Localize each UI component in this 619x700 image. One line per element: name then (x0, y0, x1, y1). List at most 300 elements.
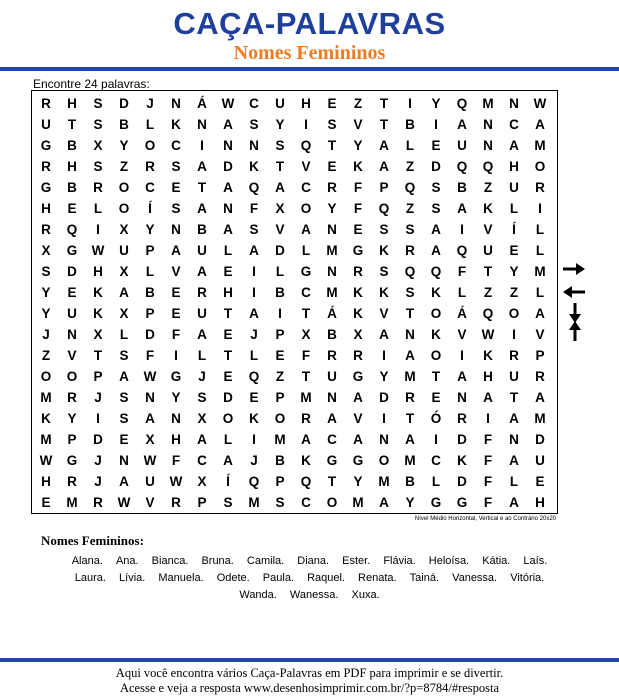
grid-letter: V (457, 327, 467, 342)
grid-letter: M (274, 432, 286, 447)
grid-letter: M (378, 474, 390, 489)
grid-row (31, 219, 558, 240)
grid-letter: P (145, 306, 155, 321)
grid-row (31, 240, 558, 261)
grid-letter: D (457, 432, 467, 447)
grid-letter: B (275, 453, 285, 468)
grid-letter: C (431, 453, 441, 468)
word-list-line-1 (0, 555, 619, 567)
grid-letter: S (275, 138, 285, 153)
grid-letter: C (301, 495, 311, 510)
grid-letter: X (93, 327, 103, 342)
grid-letter: I (460, 348, 464, 363)
word-item: Alana. (71, 555, 103, 567)
grid-letter: N (223, 138, 233, 153)
grid-letter: L (275, 264, 285, 279)
grid-letter: K (171, 117, 181, 132)
grid-letter: H (41, 474, 51, 489)
grid-letter: L (509, 201, 519, 216)
grid-letter: U (509, 369, 519, 384)
grid-letter: E (67, 201, 77, 216)
grid-letter: B (197, 222, 207, 237)
grid-letter: U (509, 180, 519, 195)
word-item: Diana. (297, 555, 330, 567)
grid-letter: A (509, 138, 519, 153)
grid-letter: A (197, 201, 207, 216)
grid-letter: U (327, 369, 337, 384)
grid-letter: C (249, 96, 259, 111)
grid-letter: U (535, 453, 545, 468)
arrow-right-icon (562, 262, 586, 276)
grid-letter: O (144, 138, 156, 153)
grid-letter: R (353, 264, 363, 279)
grid-letter: I (382, 411, 386, 426)
grid-letter: B (275, 285, 285, 300)
grid-letter: S (405, 285, 415, 300)
grid-row (31, 156, 558, 177)
grid-letter: U (197, 243, 207, 258)
grid-letter: S (223, 495, 233, 510)
grid-letter: K (353, 285, 363, 300)
word-item: Vitória. (510, 572, 545, 584)
grid-letter: A (223, 453, 233, 468)
grid-letter: A (457, 201, 467, 216)
grid-letter: T (431, 369, 441, 384)
grid-letter: N (197, 117, 207, 132)
grid-letter: O (534, 159, 546, 174)
grid-letter: S (171, 201, 181, 216)
grid-letter: C (197, 453, 207, 468)
grid-letter: W (533, 96, 547, 111)
grid-letter: K (431, 327, 441, 342)
grid-letter: C (145, 180, 155, 195)
grid-letter: Y (353, 138, 363, 153)
grid-letter: I (252, 432, 256, 447)
grid-letter: T (327, 138, 337, 153)
grid-letter: A (457, 117, 467, 132)
grid-letter: S (431, 201, 441, 216)
grid-letter: M (40, 390, 52, 405)
grid-letter: L (145, 117, 155, 132)
grid-letter: U (119, 243, 129, 258)
grid-letter: I (278, 306, 282, 321)
grid-letter: Y (145, 222, 155, 237)
grid-letter: N (327, 264, 337, 279)
grid-letter: O (430, 348, 442, 363)
grid-letter: A (197, 264, 207, 279)
grid-letter: O (300, 201, 312, 216)
grid-letter: C (301, 180, 311, 195)
grid-letter: T (93, 348, 103, 363)
grid-letter: Ó (430, 411, 442, 426)
grid-letter: N (327, 390, 337, 405)
grid-letter: S (41, 264, 51, 279)
grid-letter: I (434, 432, 438, 447)
grid-letter: Z (483, 285, 493, 300)
grid-letter: B (67, 180, 77, 195)
grid-letter: Á (197, 96, 207, 111)
grid-letter: Y (353, 474, 363, 489)
grid-letter: F (171, 327, 181, 342)
grid-letter: R (93, 180, 103, 195)
grid-letter: U (483, 243, 493, 258)
grid-letter: N (67, 327, 77, 342)
grid-letter: A (535, 306, 545, 321)
grid-letter: A (379, 495, 389, 510)
grid-letter: I (304, 117, 308, 132)
grid-row (31, 303, 558, 324)
grid-letter: L (301, 243, 311, 258)
grid-letter: N (483, 117, 493, 132)
grid-letter: Y (327, 201, 337, 216)
grid-letter: M (248, 495, 260, 510)
grid-letter: U (67, 306, 77, 321)
grid-letter: R (41, 96, 51, 111)
grid-letter: A (249, 243, 259, 258)
grid-letter: A (119, 474, 129, 489)
grid-letter: Í (148, 201, 152, 216)
grid-letter: R (67, 390, 77, 405)
grid-letter: Q (248, 369, 260, 384)
grid-letter: L (535, 243, 545, 258)
top-divider (0, 67, 619, 71)
grid-letter: U (145, 474, 155, 489)
grid-letter: F (483, 474, 493, 489)
grid-letter: H (483, 369, 493, 384)
word-item: Laura. (74, 572, 106, 584)
grid-letter: I (538, 201, 542, 216)
grid-letter: S (379, 222, 389, 237)
grid-letter: E (67, 285, 77, 300)
grid-letter: K (93, 285, 103, 300)
grid-letter: Z (41, 348, 51, 363)
bottom-divider (0, 658, 619, 662)
grid-letter: T (223, 348, 233, 363)
grid-letter: J (250, 453, 258, 468)
grid-letter: L (249, 348, 259, 363)
grid-letter: F (353, 180, 363, 195)
grid-letter: N (171, 411, 181, 426)
grid-letter: R (171, 495, 181, 510)
grid-letter: M (66, 495, 78, 510)
grid-letter: Q (66, 222, 78, 237)
grid-letter: Y (405, 495, 415, 510)
grid-letter: U (275, 96, 285, 111)
grid-letter: P (535, 348, 545, 363)
grid-letter: A (535, 390, 545, 405)
grid-letter: Y (171, 390, 181, 405)
grid-letter: A (431, 243, 441, 258)
word-item: Camila. (246, 555, 285, 567)
grid-letter: W (143, 369, 157, 384)
grid-letter: J (146, 96, 154, 111)
grid-letter: W (143, 453, 157, 468)
arrow-down-icon (569, 303, 581, 323)
grid-letter: R (145, 159, 155, 174)
grid-row (31, 93, 558, 114)
word-item: Bianca. (151, 555, 189, 567)
grid-letter: G (66, 453, 78, 468)
grid-letter: P (275, 327, 285, 342)
grid-letter: R (509, 348, 519, 363)
grid-letter: F (483, 495, 493, 510)
grid-letter: T (483, 264, 493, 279)
grid-letter: M (352, 495, 364, 510)
word-item: Ester. (342, 555, 371, 567)
grid-letter: I (252, 285, 256, 300)
grid-letter: A (379, 327, 389, 342)
grid-letter: A (379, 159, 389, 174)
word-item: Vanessa. (452, 572, 498, 584)
grid-letter: F (353, 201, 363, 216)
grid-letter: L (535, 285, 545, 300)
grid-letter: E (431, 138, 441, 153)
grid-letter: E (171, 285, 181, 300)
grid-letter: Q (248, 474, 260, 489)
grid-letter: I (96, 222, 100, 237)
grid-letter: P (275, 390, 285, 405)
grid-letter: U (197, 306, 207, 321)
grid-letter: S (93, 159, 103, 174)
grid-letter: Y (119, 138, 129, 153)
grid-letter: K (41, 411, 51, 426)
grid-letter: L (93, 201, 103, 216)
grid-row (31, 135, 558, 156)
grid-letter: Q (404, 264, 416, 279)
grid-letter: T (275, 159, 285, 174)
grid-letter: F (301, 348, 311, 363)
grid-letter: M (482, 96, 494, 111)
grid-letter: J (198, 369, 206, 384)
grid-letter: F (483, 432, 493, 447)
grid-letter: T (327, 474, 337, 489)
grid-row (31, 387, 558, 408)
grid-letter: E (353, 222, 363, 237)
word-item: Wanessa. (289, 589, 339, 601)
grid-letter: P (379, 180, 389, 195)
grid-letter: D (223, 159, 233, 174)
grid-letter: O (118, 180, 130, 195)
grid-letter: L (457, 285, 467, 300)
grid-letter: B (119, 117, 129, 132)
grid-letter: K (301, 453, 311, 468)
grid-letter: L (509, 474, 519, 489)
grid-letter: A (171, 243, 181, 258)
grid-letter: N (327, 222, 337, 237)
grid-letter: Q (456, 159, 468, 174)
grid-letter: Y (509, 264, 519, 279)
grid-letter: L (119, 327, 129, 342)
grid-letter: Á (327, 306, 337, 321)
grid-letter: M (534, 411, 546, 426)
grid-letter: S (379, 264, 389, 279)
grid-letter: N (249, 138, 259, 153)
grid-letter: K (249, 159, 259, 174)
word-item: Lívia. (119, 572, 146, 584)
grid-letter: A (509, 411, 519, 426)
grid-letter: X (41, 243, 51, 258)
grid-letter: S (119, 390, 129, 405)
grid-letter: Q (300, 474, 312, 489)
word-item: Ana. (115, 555, 139, 567)
grid-letter: J (250, 327, 258, 342)
grid-letter: I (96, 411, 100, 426)
grid-letter: G (66, 243, 78, 258)
grid-letter: R (93, 495, 103, 510)
grid-letter: G (456, 495, 468, 510)
grid-letter: R (535, 369, 545, 384)
grid-row (31, 324, 558, 345)
arrow-left-icon (562, 285, 586, 299)
grid-letter: R (405, 243, 415, 258)
grid-letter: W (117, 495, 131, 510)
grid-letter: O (222, 411, 234, 426)
grid-letter: A (431, 222, 441, 237)
grid-letter: A (301, 432, 311, 447)
grid-letter: H (171, 432, 181, 447)
grid-letter: L (405, 138, 415, 153)
grid-letter: L (223, 243, 233, 258)
grid-letter: Z (353, 96, 363, 111)
grid-letter: G (352, 453, 364, 468)
grid-letter: X (301, 327, 311, 342)
word-list-title: Nomes Femininos: (41, 533, 144, 548)
grid-letter: R (353, 348, 363, 363)
grid-letter: A (145, 411, 155, 426)
grid-letter: I (382, 348, 386, 363)
grid-letter: I (512, 327, 516, 342)
word-item: Odete. (216, 572, 250, 584)
grid-letter: J (42, 327, 50, 342)
grid-letter: G (40, 180, 52, 195)
grid-letter: K (353, 159, 363, 174)
grid-letter: S (119, 411, 129, 426)
grid-letter: H (93, 264, 103, 279)
grid-letter: Z (483, 180, 493, 195)
grid-letter: D (67, 264, 77, 279)
grid-letter: D (457, 474, 467, 489)
grid-letter: N (379, 432, 389, 447)
grid-letter: E (223, 369, 233, 384)
grid-letter: M (534, 138, 546, 153)
word-item: Bruna. (201, 555, 234, 567)
grid-letter: Z (405, 159, 415, 174)
grid-letter: N (171, 222, 181, 237)
grid-letter: S (431, 180, 441, 195)
grid-letter: M (534, 264, 546, 279)
grid-letter: S (93, 117, 103, 132)
grid-letter: Y (41, 285, 51, 300)
grid-letter: Q (456, 243, 468, 258)
grid-letter: X (197, 411, 207, 426)
grid-letter: D (275, 243, 285, 258)
grid-letter: Y (379, 369, 389, 384)
grid-letter: G (326, 453, 338, 468)
grid-letter: Y (41, 306, 51, 321)
grid-letter: G (300, 264, 312, 279)
grid-letter: V (171, 264, 181, 279)
grid-letter: A (457, 369, 467, 384)
grid-letter: E (41, 495, 51, 510)
grid-letter: B (405, 474, 415, 489)
grid-letter: P (197, 495, 207, 510)
grid-letter: H (535, 495, 545, 510)
grid-letter: A (197, 432, 207, 447)
word-list-line-2 (0, 572, 619, 584)
grid-row (31, 177, 558, 198)
grid-letter: X (275, 201, 285, 216)
grid-letter: B (457, 180, 467, 195)
grid-letter: K (379, 285, 389, 300)
grid-row (31, 114, 558, 135)
grid-letter: K (483, 201, 493, 216)
grid-letter: M (300, 390, 312, 405)
grid-letter: P (93, 369, 103, 384)
grid-letter: H (67, 159, 77, 174)
grid-letter: Q (300, 138, 312, 153)
grid-letter: N (119, 453, 129, 468)
grid-letter: U (457, 138, 467, 153)
puzzle-instruction: Encontre 24 palavras: (33, 77, 150, 91)
grid-letter: T (67, 117, 77, 132)
grid-letter: R (535, 180, 545, 195)
grid-letter: V (301, 159, 311, 174)
footer-link-text: Acesse e veja a resposta www.desenhosimprimir.com.br/?p=8784/#resposta (119, 681, 500, 695)
grid-letter: B (67, 138, 77, 153)
grid-letter: L (145, 264, 155, 279)
grid-letter: G (352, 243, 364, 258)
grid-letter: D (119, 96, 129, 111)
grid-letter: I (174, 348, 178, 363)
grid-letter: U (41, 117, 51, 132)
grid-letter: N (457, 390, 467, 405)
grid-letter: A (275, 180, 285, 195)
grid-letter: I (486, 411, 490, 426)
grid-letter: C (301, 285, 311, 300)
grid-letter: T (223, 306, 233, 321)
grid-letter: V (353, 411, 363, 426)
word-list-line-3 (0, 589, 619, 601)
grid-letter: I (408, 96, 412, 111)
grid-letter: H (41, 201, 51, 216)
grid-letter: V (535, 327, 545, 342)
word-item: Wanda. (239, 589, 277, 601)
grid-letter: I (460, 222, 464, 237)
grid-letter: S (197, 390, 207, 405)
grid-letter: A (223, 222, 233, 237)
grid-letter: A (353, 390, 363, 405)
word-item: Heloísa. (428, 555, 470, 567)
grid-letter: A (379, 138, 389, 153)
grid-letter: D (223, 390, 233, 405)
grid-letter: L (431, 474, 441, 489)
grid-letter: A (197, 159, 207, 174)
grid-letter: F (457, 264, 467, 279)
grid-letter: P (145, 243, 155, 258)
grid-letter: H (301, 96, 311, 111)
grid-letter: E (249, 390, 259, 405)
word-item: Flávia. (383, 555, 416, 567)
grid-letter: A (509, 495, 519, 510)
grid-letter: N (509, 432, 519, 447)
grid-letter: A (197, 327, 207, 342)
grid-letter: N (509, 96, 519, 111)
grid-letter: S (171, 159, 181, 174)
grid-letter: B (145, 285, 155, 300)
grid-row (31, 282, 558, 303)
grid-letter: E (535, 474, 545, 489)
grid-letter: M (404, 453, 416, 468)
